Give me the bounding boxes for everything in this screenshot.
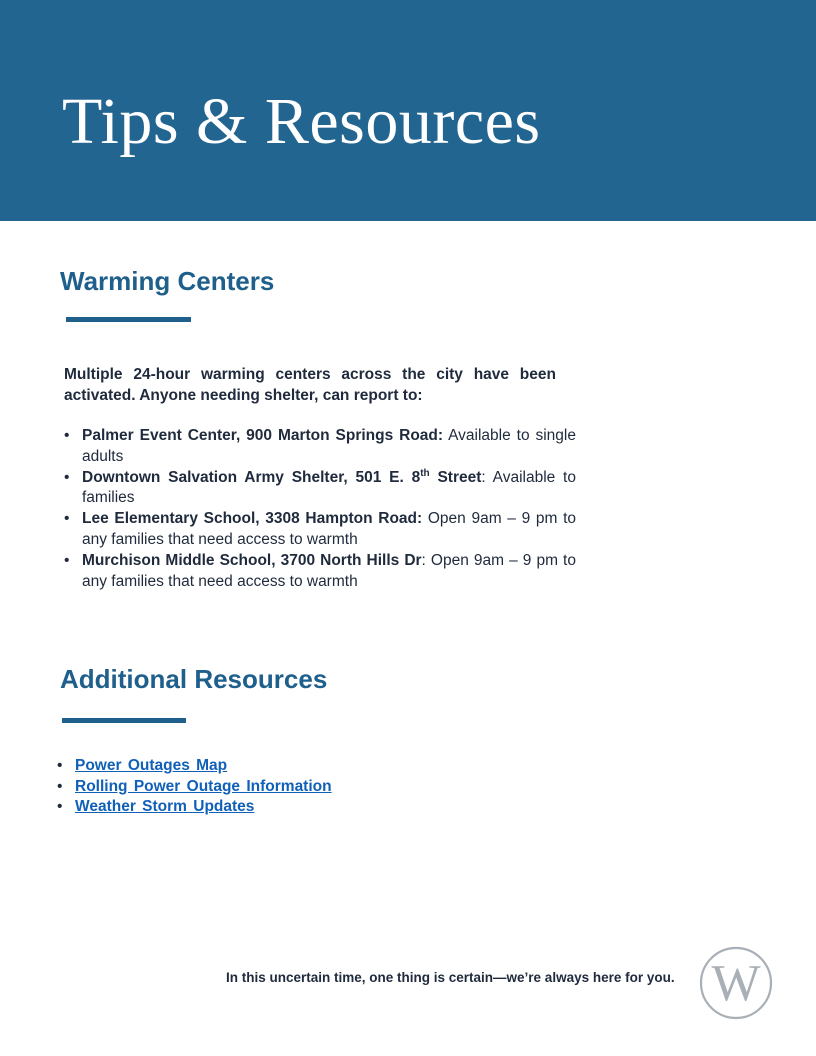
list-item [57, 756, 332, 777]
list-item [64, 509, 576, 551]
warming-centers-heading: Warming Centers [60, 266, 275, 296]
center-name [82, 469, 481, 486]
resources-heading-rule [62, 718, 186, 723]
list-item [57, 797, 332, 818]
list-item [64, 468, 576, 510]
center-name-superscript: th [420, 467, 430, 479]
center-description: : Open 9am – 9 pm to any families that need access to warmth [82, 551, 576, 590]
center-description: Open 9am – 9 pm to any families that need access to warmth [82, 510, 577, 548]
list-item [57, 777, 332, 798]
center-name-part: Street [429, 468, 482, 486]
weather-storm-updates-link[interactable]: Weather Storm Updates [75, 798, 255, 815]
list-item [64, 551, 576, 593]
header-banner [0, 0, 816, 221]
logo-letter: W [711, 955, 761, 1012]
company-logo-icon [698, 945, 774, 1021]
center-name-part: Downtown Salvation Army Shelter, 501 E. 8 [82, 468, 421, 486]
power-outages-map-link[interactable]: Power Outages Map [75, 757, 228, 774]
center-description: Available to single adults [82, 427, 576, 465]
footer-tagline: In this uncertain time, one thing is certain—we’re always here for you. [226, 970, 675, 985]
page-title: Tips & Resources [62, 85, 541, 158]
center-description: : Available to families [82, 468, 576, 507]
center-name: Murchison Middle School, 3700 North Hills Dr [82, 551, 422, 569]
additional-resources-heading: Additional Resources [60, 664, 328, 694]
rolling-power-outage-link[interactable]: Rolling Power Outage Information [75, 777, 332, 795]
warming-intro: Multiple 24-hour warming centers across the city have been activated. Anyone needing shelter, can report to: [64, 366, 556, 404]
center-name: Lee Elementary School, 3308 Hampton Road: [82, 510, 423, 528]
resources-link-list [57, 756, 332, 818]
center-name: Palmer Event Center, 900 Marton Springs Road: [82, 427, 444, 444]
list-item [64, 426, 576, 468]
warming-heading-rule [66, 317, 191, 322]
warming-center-list [64, 426, 576, 592]
